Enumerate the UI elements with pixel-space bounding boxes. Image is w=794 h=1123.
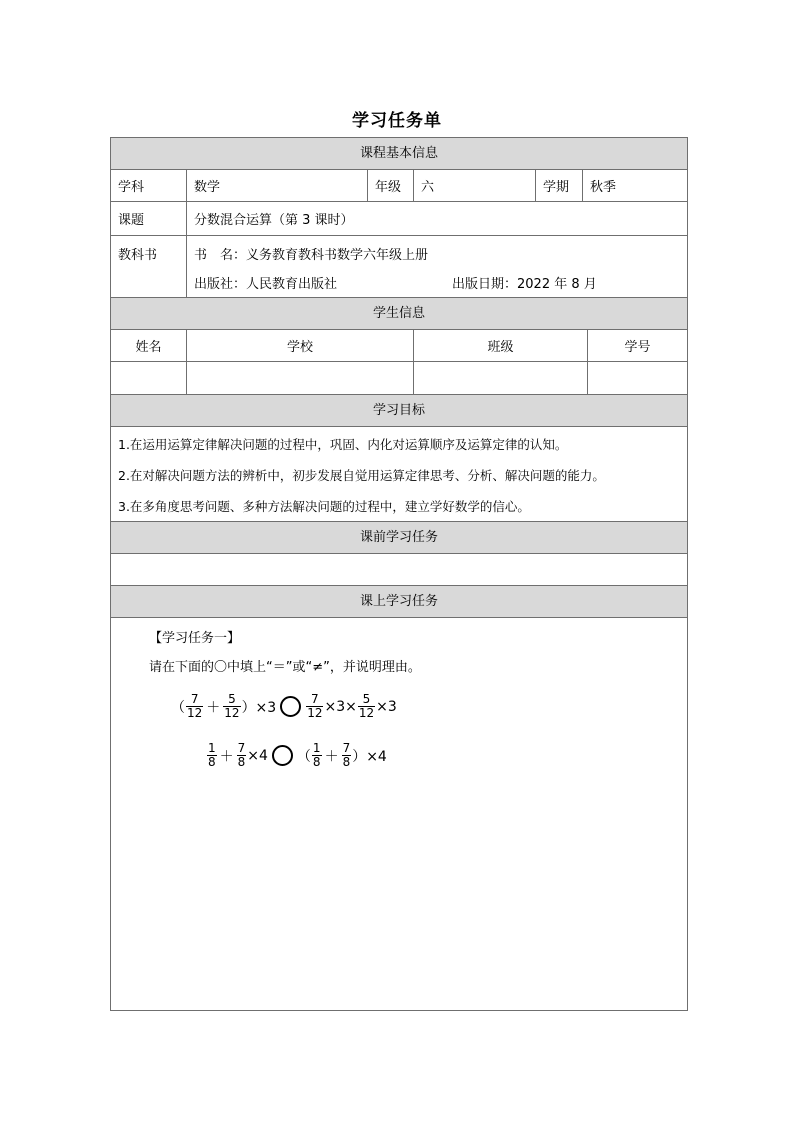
topic-label: 课题	[111, 202, 187, 235]
times-operator: ×3×	[324, 698, 357, 715]
course-info-header	[111, 138, 687, 170]
numerator: 7	[190, 692, 199, 706]
col-class: 班级	[414, 330, 588, 361]
goal-item: 2.在对解决问题方法的辨析中，初步发展自觉用运算定律思考、分析、解决问题的能力。	[118, 468, 605, 483]
fraction	[207, 742, 217, 769]
task-sheet-table	[110, 137, 688, 1011]
pre-class-header	[111, 522, 687, 554]
denominator: 8	[208, 755, 216, 769]
denominator: 12	[358, 706, 375, 720]
right-paren-times: ）×4	[352, 748, 387, 765]
numerator: 1	[312, 741, 321, 755]
topic-row	[111, 202, 687, 236]
grade-label: 年级	[368, 170, 414, 201]
textbook-details	[187, 236, 687, 297]
numerator: 7	[237, 741, 246, 755]
textbook-label: 教科书	[111, 236, 187, 297]
in-class-header	[111, 586, 687, 618]
denominator: 12	[187, 706, 203, 720]
col-school: 学校	[187, 330, 414, 361]
numerator: 5	[228, 692, 236, 706]
numerator: 1	[208, 741, 216, 755]
denominator: 12	[307, 706, 323, 720]
numerator: 7	[342, 741, 351, 755]
expression-1	[171, 693, 397, 720]
denominator: 8	[312, 755, 321, 769]
numerator: 5	[362, 692, 371, 706]
subject-value: 数学	[187, 170, 368, 201]
student-info-header-label: 学生信息	[372, 306, 425, 321]
textbook-row	[111, 236, 687, 298]
fraction	[306, 693, 323, 720]
right-paren-times: ）×3	[241, 699, 277, 716]
plus-sign: ＋	[206, 699, 221, 716]
fraction	[237, 742, 247, 769]
in-class-header-label: 课上学习任务	[359, 594, 438, 609]
goals-header-label: 学习目标	[372, 403, 425, 418]
subject-label: 学科	[111, 170, 187, 201]
publisher: 出版社：人民教育出版社	[194, 277, 338, 292]
denominator: 8	[342, 755, 351, 769]
times-operator: ×4	[247, 747, 268, 764]
fraction	[358, 693, 375, 720]
book-name: 书 名：义务教育教科书数学六年级上册	[194, 248, 429, 263]
fraction	[223, 693, 240, 720]
col-name: 姓名	[111, 330, 187, 361]
page-title: 学习任务单	[352, 111, 442, 131]
plus-sign: ＋	[324, 748, 339, 765]
term-value: 秋季	[590, 180, 617, 195]
numerator: 7	[311, 692, 319, 706]
goal-item: 1.在运用运算定律解决问题的过程中，巩固、内化对运算顺序及运算定律的认知。	[118, 437, 568, 452]
grade-value: 六	[414, 170, 536, 201]
fraction	[342, 742, 352, 769]
col-id: 学号	[624, 340, 651, 355]
fraction	[312, 742, 322, 769]
task-title: 【学习任务一】	[149, 631, 241, 646]
student-info-header	[111, 298, 687, 330]
course-info-header-label: 课程基本信息	[359, 146, 438, 161]
left-paren: （	[171, 699, 185, 716]
denominator: 8	[237, 755, 246, 769]
class-blank[interactable]	[414, 362, 588, 394]
goals-list	[111, 427, 687, 522]
answer-circle-1[interactable]	[280, 696, 301, 717]
publish-date: 出版日期：2022 年 8 月	[452, 277, 597, 292]
fraction	[186, 693, 203, 720]
subject-row	[111, 170, 687, 202]
pre-class-blank[interactable]	[111, 554, 687, 586]
name-blank[interactable]	[111, 362, 187, 394]
left-paren: （	[296, 748, 311, 765]
expression-2	[206, 742, 387, 769]
answer-circle-2[interactable]	[272, 745, 293, 766]
student-columns-row	[111, 330, 687, 362]
school-blank[interactable]	[187, 362, 414, 394]
pre-class-header-label: 课前学习任务	[359, 530, 438, 545]
student-blank-row	[111, 362, 687, 395]
denominator: 12	[224, 706, 240, 720]
student-id-blank[interactable]	[588, 362, 687, 394]
in-class-task-area	[111, 618, 687, 1011]
task-instruction: 请在下面的〇中填上“＝”或“≠”，并说明理由。	[149, 660, 421, 675]
plus-sign: ＋	[219, 748, 234, 765]
goals-header	[111, 395, 687, 427]
term-label: 学期	[536, 170, 583, 201]
times-operator: ×3	[376, 698, 397, 715]
goal-item: 3.在多角度思考问题、多种方法解决问题的过程中，建立学好数学的信心。	[118, 499, 530, 514]
topic-value: 分数混合运算（第 3 课时）	[194, 213, 354, 228]
